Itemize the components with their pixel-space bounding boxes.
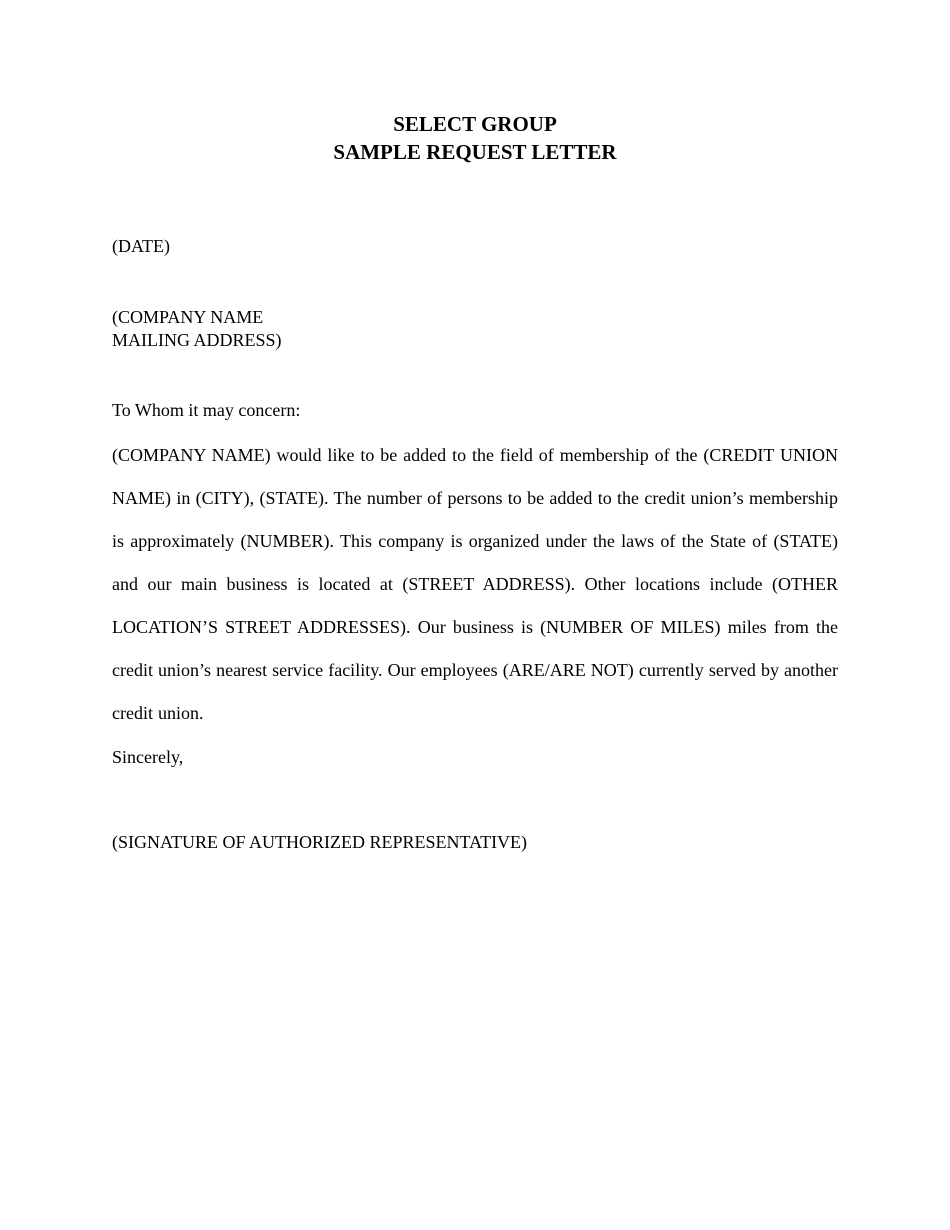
- recipient-company-name: (COMPANY NAME: [112, 307, 264, 327]
- salutation: To Whom it may concern:: [112, 400, 301, 420]
- letter-title-line-2: SAMPLE REQUEST LETTER: [333, 140, 617, 164]
- letter-body-paragraph: (COMPANY NAME) would like to be added to the field of membership of the (CREDIT UNION NAME) in (CITY), (STATE). The number of persons to be added to the credit union’s membership is approximately (NUMBER). This company is organized under the laws of the State of (STATE) and our main business is located at (STREET ADDRESS). Other locations include (OTHER LOCATION’S STREET ADDRESSES). Our business is (NUMBER OF MILES) miles from the credit union’s nearest service facility. Our employees (ARE/ARE NOT) currently served by another credit union.: [112, 445, 838, 723]
- closing: Sincerely,: [112, 747, 184, 767]
- date-placeholder: (DATE): [112, 236, 170, 256]
- signature-placeholder: (SIGNATURE OF AUTHORIZED REPRESENTATIVE): [112, 832, 528, 852]
- letter-title-line-1: SELECT GROUP: [393, 112, 557, 136]
- recipient-mailing-address: MAILING ADDRESS): [112, 330, 282, 350]
